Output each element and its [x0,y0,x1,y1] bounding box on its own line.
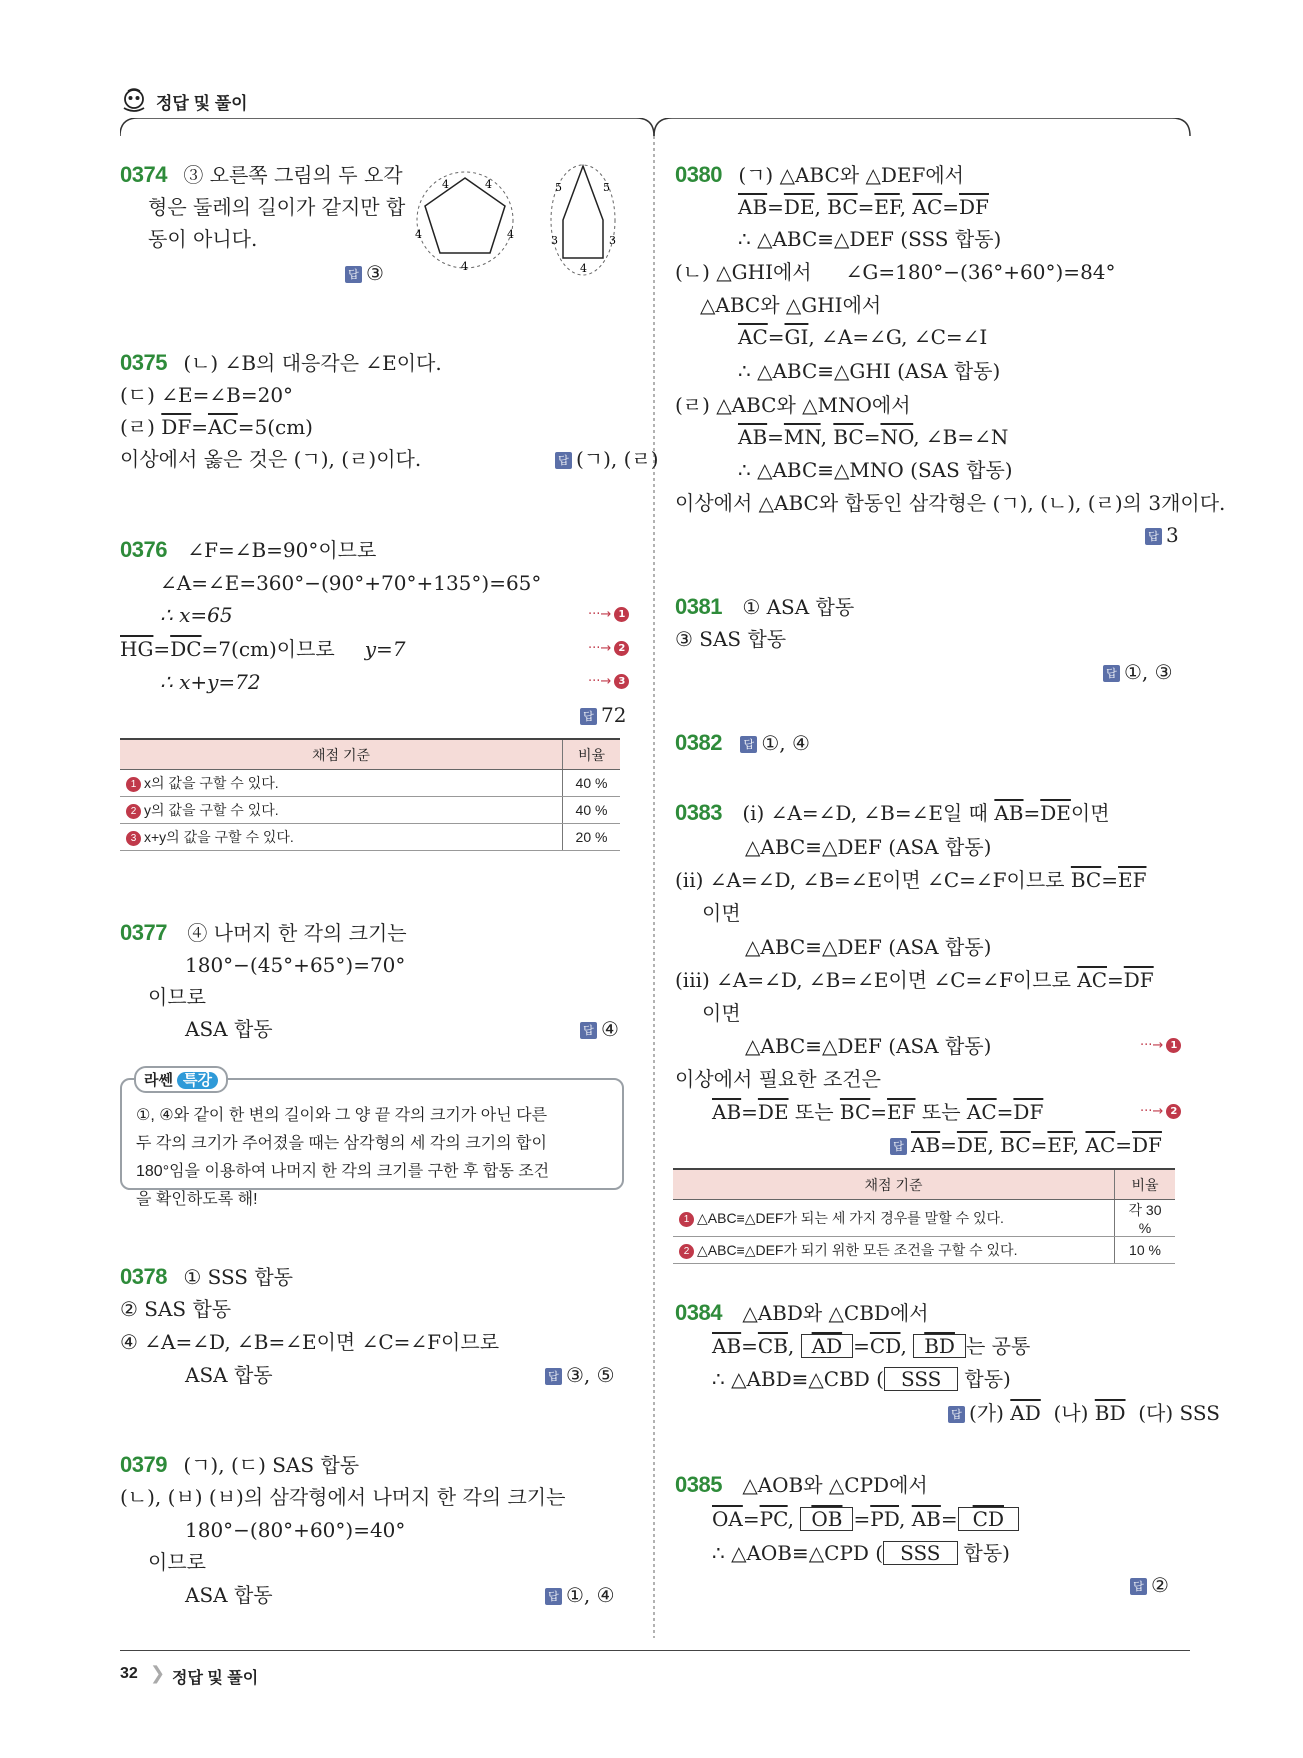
p0377-answer: 답 ④ [580,1014,619,1044]
table-row: 1 △ABC≡△DEF가 되는 세 가지 경우를 말할 수 있다. 각 30 % [673,1200,1175,1237]
chevron-right-icon: ❯ [150,1663,166,1684]
p0385-line3: ∴ △AOB≡△CPD ( SSS 합동) [712,1541,1010,1565]
problem-number-0385: 0385 [675,1472,722,1497]
p0374-text-line1: ③ 오른쪽 그림의 두 오각 [183,163,403,187]
step-marker-1: ···→ 1 [588,600,629,630]
pent-label-2: 4 [485,178,492,191]
p0385-answer: 답 ② [1130,1570,1169,1600]
p0378-answer: 답 ③, ⑤ [545,1360,615,1390]
step-marker-2: ···→ 2 [588,634,629,664]
p0376-line5: ∴ x+y=72 [160,670,261,694]
p0380-line5: △ABC와 △GHI에서 [700,293,882,317]
answer-icon: 답 [545,1588,562,1605]
answer-icon: 답 [1103,665,1120,682]
p0383-line4: 이면 [702,901,741,925]
blank-box-ga: $\overline{AD}$ [801,1334,853,1358]
step-marker-2: ···→ 2 [1140,1097,1181,1127]
problem-number-0383: 0383 [675,800,722,825]
p0383-line2: △ABC≡△DEF (ASA 합동) [745,835,992,859]
problem-number-0374: 0374 [120,162,167,187]
house-label-3: 3 [551,234,558,247]
scoring-table-0383 [673,1168,1175,1264]
problem-number-0384: 0384 [675,1300,722,1325]
pent-label-1: 4 [442,178,449,191]
p0384-line1: △ABD와 △CBD에서 [742,1301,929,1325]
house-label-2: 5 [603,181,610,194]
blank-box-na: $\overline{CD}$ [958,1507,1019,1531]
p0376-line4: $\overline{HG}=\overline{DC}=7(cm)$이므로 y=7 [120,637,406,661]
p0375-line4: 이상에서 옳은 것은 (ㄱ), (ㄹ)이다. [120,447,422,471]
footer-title: 정답 및 풀이 [172,1670,259,1687]
problem-number-0380: 0380 [675,162,722,187]
house-label-1: 5 [555,181,562,194]
p0380-line3: ∴ △ABC≡△DEF (SSS 합동) [738,227,1002,251]
p0383-line9: 이상에서 필요한 조건은 [675,1067,881,1091]
page-header [120,88,248,114]
p0374-answer [345,258,384,288]
p0377-line1: ④ 나머지 한 각의 크기는 [187,921,407,945]
p0377-line4: ASA 합동 [185,1017,273,1041]
p0385-line2: $\overline{OA}=\overline{PC}$, $\overline{OB} =\overline{PD}$, $\overline{AB}= \overline{CD}$ [712,1504,1019,1534]
answer-icon: 답 [948,1406,965,1423]
p0375-line1: (ㄴ) ∠B의 대응각은 ∠E이다. [183,351,442,375]
tip-tab: 라쎈 특강 [134,1066,228,1093]
p0380-line4: (ㄴ) △GHI에서 ∠G=180°−(36°+60°)=84° [675,260,1116,284]
p0380-line9: $\overline{AB}=\overline{MN}$, $\overline{BC}=\overline{NO}$, ∠B=∠N [738,425,1009,449]
page-number: 32 [120,1665,138,1682]
answer-icon: 답 [345,266,362,283]
p0378-line2: ② SAS 합동 [120,1297,232,1321]
p0376-line2: ∠A=∠E=360°−(90°+70°+135°)=65° [160,571,542,595]
p0374-answer-value: ③ [366,261,384,285]
mascot-icon [120,88,148,114]
pentagon-figures [415,158,635,278]
blank-box-da: SSS [884,1367,958,1391]
p0385-line1: △AOB와 △CPD에서 [742,1473,928,1497]
p0383-line7: 이면 [702,1001,741,1025]
blank-box-ga: $\overline{OB}$ [800,1507,853,1531]
p0384-line3: ∴ △ABD≡△CBD ( SSS 합동) [712,1367,1011,1391]
p0380-line11: 이상에서 △ABC와 합동인 삼각형은 (ㄱ), (ㄴ), (ㄹ)의 3개이다. [675,491,1226,515]
p0380-line6: $\overline{AC}=\overline{GI}$, ∠A=∠G, ∠C=∠I [738,325,988,349]
p0379-line5: ASA 합동 [185,1583,273,1607]
p0378-line1: ① SSS 합동 [183,1265,293,1289]
p0381-answer: 답 ①, ③ [1103,657,1173,687]
p0384-answer: 답 (가) $\overline{AD}$ (나) $\overline{BD}$ (다) SSS [948,1398,1220,1428]
p0375-answer: 답 (ㄱ), (ㄹ) [555,444,659,474]
p0381-line2: ③ SAS 합동 [675,627,787,651]
p0383-line1: (i) ∠A=∠D, ∠B=∠E일 때 $\overline{AB}=\overline{DE}$이면 [742,801,1110,825]
house-label-4: 3 [609,234,616,247]
problem-number-0381: 0381 [675,594,722,619]
p0374-text-line2: 형은 둘레의 길이가 같지만 합 [148,195,406,219]
tip-box [120,1072,624,1208]
blank-box-da: SSS [883,1541,957,1565]
scoring-table-0376 [120,738,620,851]
answer-icon: 답 [580,708,597,725]
ratio-header: 비율 [563,739,621,770]
step-marker-1: ···→ 1 [1140,1031,1181,1061]
problem-number-0378: 0378 [120,1264,167,1289]
p0379-line3: 180°−(80°+60°)=40° [185,1518,406,1542]
pent-label-3: 4 [415,228,422,241]
blank-box-na: $\overline{BD}$ [913,1334,966,1358]
p0382-answer: 답 ①, ④ [740,731,810,755]
answer-icon: 답 [545,1368,562,1385]
p0380-line1: (ㄱ) △ABC와 △DEF에서 [738,163,965,187]
page-footer [120,1650,1190,1687]
p0380-line10: ∴ △ABC≡△MNO (SAS 합동) [738,458,1013,482]
header-title: 정답 및 풀이 [156,93,248,113]
p0380-line2: $\overline{AB}=\overline{DE}$, $\overline{BC}=\overline{EF}$, $\overline{AC}=\overline{DF}$ [738,195,989,219]
p0383-line3: (ii) ∠A=∠D, ∠B=∠E이면 ∠C=∠F이므로 $\overline{BC}=\overline{EF}$ [675,868,1147,892]
step-marker-3: ···→ 3 [588,667,629,697]
p0381-line1: ① ASA 합동 [742,595,855,619]
p0379-line4: 이므로 [148,1550,206,1574]
p0383-answer: 답 $\overline{AB}=\overline{DE}$, $\overline{BC}=\overline{EF}$, $\overline{AC}=\overline{DF}$ [890,1130,1162,1160]
p0379-line2: (ㄴ), (ㅂ) (ㅂ)의 삼각형에서 나머지 한 각의 크기는 [120,1485,566,1509]
answer-icon: 답 [1130,1578,1147,1595]
answer-icon: 답 [1145,528,1162,545]
ratio-header: 비율 [1115,1169,1176,1200]
answer-icon: 답 [580,1022,597,1039]
p0383-line6: (iii) ∠A=∠D, ∠B=∠E이면 ∠C=∠F이므로 $\overline{AC}=\overline{DF}$ [675,968,1154,992]
crit-header: 채점 기준 [673,1169,1115,1200]
table-row: 2 △ABC≡△DEF가 되기 위한 모든 조건을 구할 수 있다. 10 % [673,1237,1175,1264]
p0376-line3: ∴ x=65 [160,603,233,627]
answer-icon: 답 [740,736,757,753]
p0379-answer: 답 ①, ④ [545,1580,615,1610]
p0380-answer: 답 3 [1145,520,1179,550]
table-row: 1 x의 값을 구할 수 있다. 40 % [120,770,620,797]
pent-label-4: 4 [507,228,514,241]
p0383-line8: △ABC≡△DEF (ASA 합동) [745,1034,992,1058]
p0384-line2: $\overline{AB}=\overline{CB}$, $\overline{AD} =\overline{CD}$, $\overline{BD}$ 는 공통 [712,1334,1031,1358]
p0375-line2: (ㄷ) ∠E=∠B=20° [120,383,294,407]
p0383-line5: △ABC≡△DEF (ASA 합동) [745,935,992,959]
p0380-line7: ∴ △ABC≡△GHI (ASA 합동) [738,359,1001,383]
house-label-5: 4 [580,262,587,275]
problem-number-0382: 0382 [675,730,722,755]
problem-number-0376: 0376 [120,537,167,562]
pent-label-5: 4 [461,260,468,273]
tip-body: ①, ④와 같이 한 변의 길이와 그 양 끝 각의 크기가 아닌 다른 두 각의 크기가 주어졌을 때는 삼각형의 세 각의 크기의 합이 180°임을 이용하여 나머지 한 각의 크기를 구한 후 합동 조건을 확인하도록 해! [136,1107,550,1208]
problem-number-0377: 0377 [120,920,167,945]
answer-icon: 답 [890,1138,907,1155]
table-row: 3 x+y의 값을 구할 수 있다. 20 % [120,824,620,851]
problem-number-0379: 0379 [120,1452,167,1477]
p0375-line3: (ㄹ) $\overline{DF}=\overline{AC}=5(cm)$ [120,415,313,439]
crit-header: 채점 기준 [120,739,563,770]
p0380-line8: (ㄹ) △ABC와 △MNO에서 [675,393,911,417]
p0378-line4: ASA 합동 [185,1363,273,1387]
p0379-line1: (ㄱ), (ㄷ) SAS 합동 [183,1453,360,1477]
p0377-line2: 180°−(45°+65°)=70° [185,953,406,977]
p0377-line3: 이므로 [148,985,206,1009]
problem-number-0375: 0375 [120,350,167,375]
answer-icon: 답 [555,452,572,469]
p0378-line3: ④ ∠A=∠D, ∠B=∠E이면 ∠C=∠F이므로 [120,1330,500,1354]
p0376-line1: ∠F=∠B=90°이므로 [187,538,377,562]
p0376-answer: 답 72 [580,700,626,730]
table-row: 2 y의 값을 구할 수 있다. 40 % [120,797,620,824]
p0383-line10: $\overline{AB}=\overline{DE}$ 또는 $\overline{BC}=\overline{EF}$ 또는 $\overline{AC}=\overline{DF}$ [712,1100,1044,1124]
p0374-text-line3: 동이 아니다. [148,227,258,251]
